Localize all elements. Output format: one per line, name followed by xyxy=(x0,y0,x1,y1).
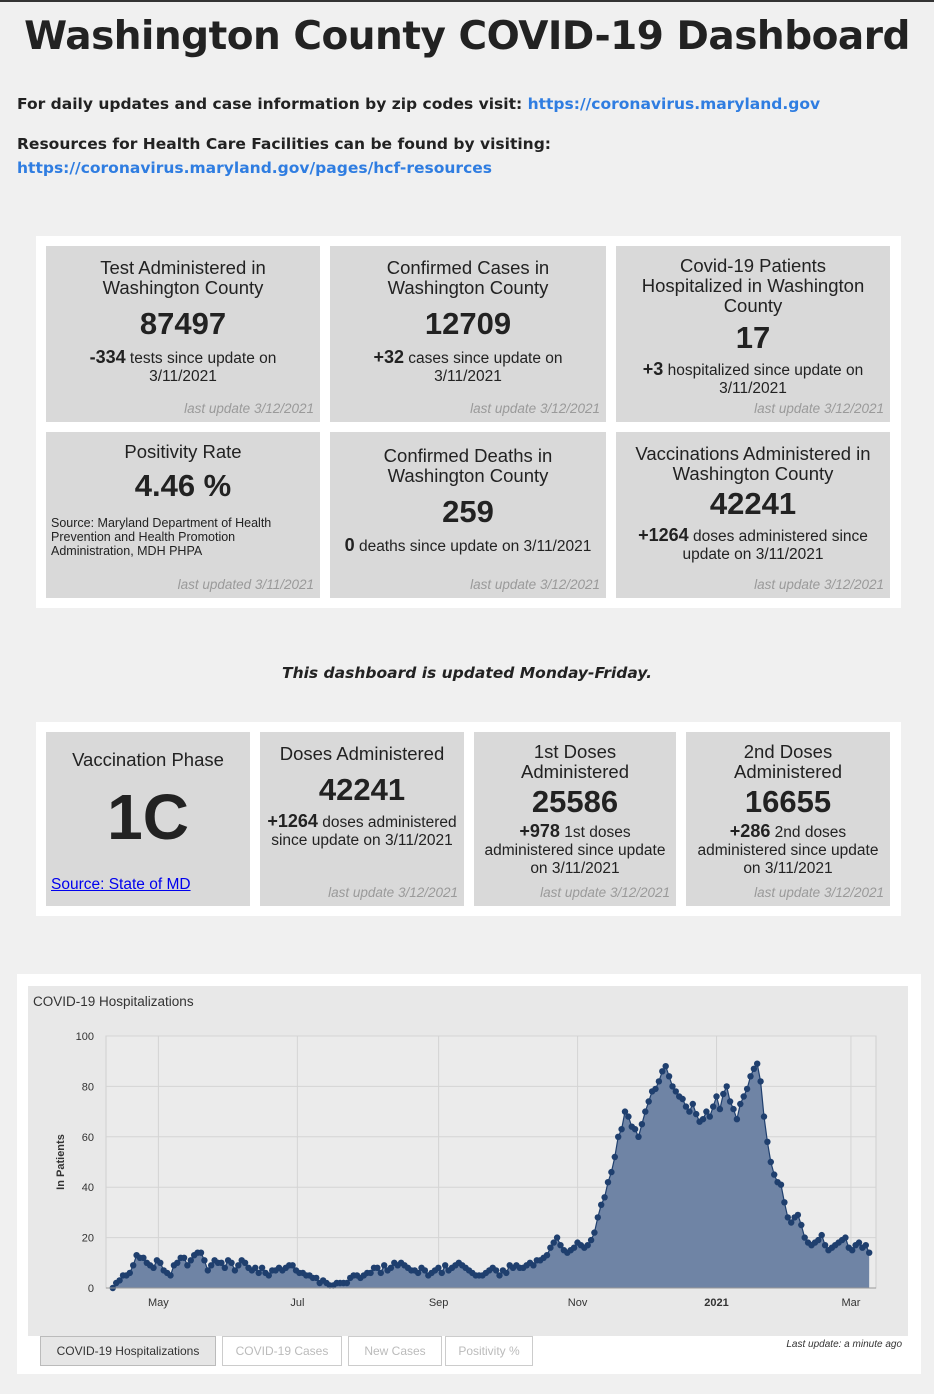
first-doses-value: 25586 xyxy=(531,784,619,819)
data-point xyxy=(771,1171,777,1177)
data-point xyxy=(761,1113,767,1119)
doses-title: Doses Administered xyxy=(279,743,445,764)
y-tick-label: 20 xyxy=(81,1232,94,1245)
data-point xyxy=(720,1091,726,1097)
second-doses-title: 2nd Doses Administered xyxy=(734,741,842,782)
cases-last-update: last update 3/12/2021 xyxy=(470,401,600,416)
data-point xyxy=(612,1154,618,1160)
data-point xyxy=(781,1199,787,1205)
data-point xyxy=(503,1270,509,1276)
first-doses-card xyxy=(474,732,676,906)
hospitalized-delta-text: +3 hospitalized since update on 3/11/2021 xyxy=(642,359,864,397)
data-point xyxy=(618,1126,624,1132)
chart-title: COVID-19 Hospitalizations xyxy=(33,994,194,1009)
x-tick-label: Jul xyxy=(290,1297,305,1309)
vaccinations-delta-text: +1264 doses administered since update on 3/11/2021 xyxy=(638,525,868,563)
vaccinations-title: Vaccinations Administered in Washington County xyxy=(635,443,871,484)
second-doses-last-update: last update 3/12/2021 xyxy=(754,885,884,900)
data-point xyxy=(717,1106,723,1112)
data-point xyxy=(167,1272,173,1278)
data-point xyxy=(615,1134,621,1140)
data-point xyxy=(150,1265,156,1271)
data-point xyxy=(439,1270,445,1276)
data-point xyxy=(608,1169,614,1175)
data-point xyxy=(198,1250,204,1256)
data-point xyxy=(819,1232,825,1238)
data-point xyxy=(642,1108,648,1114)
data-point xyxy=(656,1078,662,1084)
doses-value: 42241 xyxy=(318,772,406,807)
data-point xyxy=(228,1260,234,1266)
data-point xyxy=(863,1242,869,1248)
stats-panel xyxy=(36,236,901,608)
hospitalized-card xyxy=(616,246,890,422)
data-point xyxy=(713,1093,719,1099)
data-point xyxy=(727,1098,733,1104)
data-point xyxy=(666,1073,672,1079)
cases-delta-text: +32 cases since update on 3/11/2021 xyxy=(373,347,563,385)
second-doses-value: 16655 xyxy=(744,784,832,819)
x-tick-label: 2021 xyxy=(704,1297,729,1309)
deaths-title: Confirmed Deaths in Washington County xyxy=(383,445,553,486)
tests-delta-text: -334 tests since update on 3/11/2021 xyxy=(89,347,277,385)
data-point xyxy=(768,1159,774,1165)
data-point xyxy=(764,1139,770,1145)
data-point xyxy=(598,1202,604,1208)
data-point xyxy=(737,1101,743,1107)
data-point xyxy=(866,1250,872,1256)
data-point xyxy=(635,1134,641,1140)
data-point xyxy=(744,1086,750,1092)
data-point xyxy=(181,1255,187,1261)
first-doses-delta-text: +978 1st doses administered since update on 3/11/2021 xyxy=(484,821,666,877)
y-axis-label: In Patients xyxy=(55,1134,67,1190)
positivity-last-update: last updated 3/11/2021 xyxy=(177,577,314,592)
hospitalizations-chart-widget xyxy=(17,974,921,1374)
data-point xyxy=(741,1093,747,1099)
data-point xyxy=(663,1063,669,1069)
data-point xyxy=(707,1113,713,1119)
chart-last-update: Last update: a minute ago xyxy=(786,1339,902,1350)
x-tick-label: Mar xyxy=(841,1297,861,1309)
top-border xyxy=(0,0,934,2)
data-point xyxy=(632,1126,638,1132)
data-point xyxy=(686,1108,692,1114)
y-tick-label: 0 xyxy=(87,1283,94,1295)
data-point xyxy=(605,1179,611,1185)
deaths-card xyxy=(330,432,606,598)
x-tick-label: May xyxy=(148,1297,169,1309)
cases-title: Confirmed Cases in Washington County xyxy=(386,257,550,298)
daily-updates-line: For daily updates and case information by zip codes visit: https://coronavirus.maryland.gov xyxy=(17,95,821,113)
tab-new-cases[interactable]: New Cases xyxy=(348,1336,442,1366)
data-point xyxy=(778,1182,784,1188)
first-doses-last-update: last update 3/12/2021 xyxy=(540,885,670,900)
deaths-value: 259 xyxy=(442,494,494,529)
data-point xyxy=(734,1116,740,1122)
tests-card xyxy=(46,246,320,422)
vaccinations-value: 42241 xyxy=(709,486,797,521)
tests-last-update: last update 3/12/2021 xyxy=(184,401,314,416)
positivity-value: 4.46 % xyxy=(134,468,232,503)
y-tick-label: 80 xyxy=(81,1081,94,1094)
hospitalized-value: 17 xyxy=(735,320,771,355)
y-tick-label: 40 xyxy=(81,1182,94,1195)
tab-covid-hospitalizations[interactable]: COVID-19 Hospitalizations xyxy=(40,1336,216,1366)
tests-title: Test Administered in Washington County xyxy=(100,257,266,298)
data-point xyxy=(588,1237,594,1243)
hcf-resources-link[interactable]: https://coronavirus.maryland.gov/pages/hcf-resources xyxy=(17,159,492,177)
first-doses-title: 1st Doses Administered xyxy=(521,741,629,782)
data-point xyxy=(747,1073,753,1079)
y-tick-label: 100 xyxy=(75,1031,94,1043)
vaccination-phase-title: Vaccination Phase xyxy=(72,749,224,770)
vaccination-phase-card xyxy=(46,732,250,906)
vaccinations-card xyxy=(616,432,890,598)
state-of-md-source-link[interactable]: Source: State of MD xyxy=(51,876,191,893)
data-point xyxy=(652,1086,658,1092)
tab-covid-cases[interactable]: COVID-19 Cases xyxy=(222,1336,342,1366)
y-tick-label: 60 xyxy=(81,1131,94,1144)
positivity-source: Source: Maryland Department of Health Prevention and Health Promotion Administration, MDH PHPA xyxy=(51,516,272,558)
data-point xyxy=(754,1061,760,1067)
data-point xyxy=(639,1121,645,1127)
data-point xyxy=(601,1194,607,1200)
data-point xyxy=(625,1113,631,1119)
cases-value: 12709 xyxy=(424,306,512,341)
doses-last-update: last update 3/12/2021 xyxy=(328,885,458,900)
data-point xyxy=(554,1234,560,1240)
data-point xyxy=(724,1083,730,1089)
tab-positivity[interactable]: Positivity % xyxy=(445,1336,533,1366)
data-point xyxy=(127,1270,133,1276)
doses-delta-text: +1264 doses administered since update on 3/11/2021 xyxy=(267,811,457,849)
data-point xyxy=(842,1234,848,1240)
data-point xyxy=(595,1214,601,1220)
maryland-coronavirus-link[interactable]: https://coronavirus.maryland.gov xyxy=(527,95,821,113)
second-doses-card xyxy=(686,732,890,906)
data-point xyxy=(679,1096,685,1102)
chart-area xyxy=(28,986,908,1350)
positivity-card xyxy=(46,432,320,598)
data-point xyxy=(795,1212,801,1218)
vaccine-panel xyxy=(36,722,901,916)
positivity-title: Positivity Rate xyxy=(124,441,242,462)
deaths-delta-text: 0 deaths since update on 3/11/2021 xyxy=(344,535,592,555)
data-point xyxy=(201,1257,207,1263)
data-point xyxy=(130,1262,136,1268)
update-schedule-note: This dashboard is updated Monday-Friday. xyxy=(282,664,652,682)
page-title: Washington County COVID-19 Dashboard xyxy=(24,14,910,59)
tests-value: 87497 xyxy=(139,306,227,341)
data-point xyxy=(700,1116,706,1122)
vaccinations-last-update: last update 3/12/2021 xyxy=(754,577,884,592)
hcf-resources-line: Resources for Health Care Facilities can be found by visiting: https://coronavirus.maryland.gov/pages/hcf-resources xyxy=(17,135,552,177)
data-point xyxy=(378,1270,384,1276)
deaths-last-update: last update 3/12/2021 xyxy=(470,577,600,592)
vaccination-phase-value: 1C xyxy=(107,781,189,853)
hospitalized-last-update: last update 3/12/2021 xyxy=(754,401,884,416)
x-tick-label: Sep xyxy=(428,1297,449,1309)
data-point xyxy=(646,1098,652,1104)
hospitalizations-chart xyxy=(28,986,908,1336)
x-tick-label: Nov xyxy=(567,1297,588,1309)
data-point xyxy=(157,1260,163,1266)
data-point xyxy=(798,1222,804,1228)
data-point xyxy=(693,1111,699,1117)
cases-card xyxy=(330,246,606,422)
data-point xyxy=(730,1106,736,1112)
data-point xyxy=(757,1078,763,1084)
data-point xyxy=(591,1229,597,1235)
data-point xyxy=(690,1101,696,1107)
data-point xyxy=(710,1103,716,1109)
hospitalized-title: Covid-19 Patients Hospitalized in Washington County xyxy=(641,255,865,316)
second-doses-delta-text: +286 2nd doses administered since update on 3/11/2021 xyxy=(697,821,879,877)
doses-card xyxy=(260,732,464,906)
data-point xyxy=(544,1252,550,1258)
data-point xyxy=(222,1265,228,1271)
